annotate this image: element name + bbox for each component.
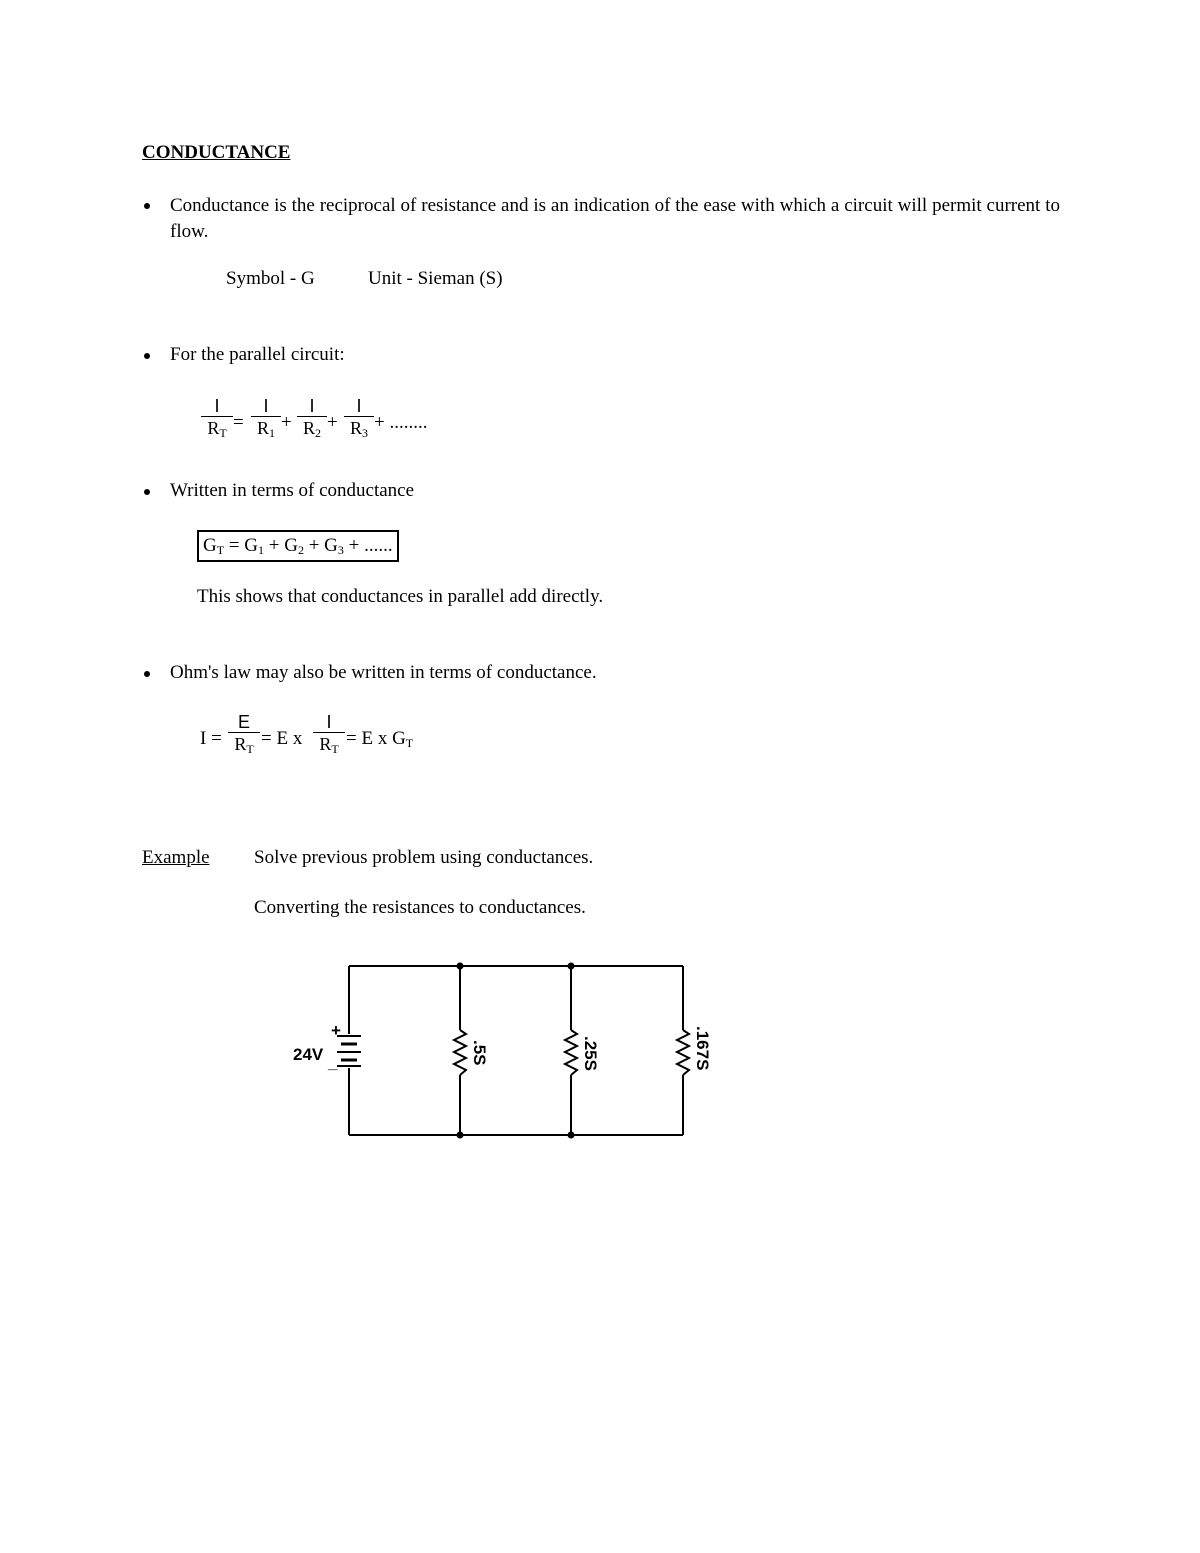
conductance-sum-formula: $G_T = G_1 + G_2 + G_3$ + ......	[197, 530, 399, 562]
bullet-dot	[144, 203, 150, 209]
source-voltage-label: 24V	[293, 1045, 324, 1064]
resistor-2-label: .25S	[581, 1036, 600, 1071]
battery-icon	[337, 1036, 361, 1066]
bullet-text-ohms-law: Ohm's law may also be written in terms of conductance.	[170, 662, 597, 683]
source-plus-label: +	[331, 1021, 341, 1040]
fraction-e-over-rt: E $R_T$	[228, 712, 260, 760]
conductance-note: This shows that conductances in parallel add directly.	[197, 586, 604, 607]
fraction-r2: I $R_2$	[296, 396, 328, 444]
current-lhs: I =	[200, 728, 222, 749]
example-label: Example	[142, 847, 210, 868]
source-minus-label: _	[328, 1053, 338, 1072]
bullet-text-parallel: For the parallel circuit:	[170, 344, 345, 365]
formula-continuation: + ........	[374, 412, 428, 433]
fraction-r3: I $R_3$	[343, 396, 375, 444]
bullet-dot	[144, 671, 150, 677]
unit-label: Unit - Sieman (S)	[368, 268, 503, 289]
plus-sign: +	[281, 412, 292, 433]
fraction-1-over-rt: I $R_T$	[313, 712, 345, 760]
plus-sign: +	[327, 412, 338, 433]
equals-e-times: = E x	[261, 728, 303, 749]
junction-dot	[568, 963, 575, 970]
bullet-dot	[144, 489, 150, 495]
equals-sign: =	[233, 412, 244, 433]
resistor-3-icon	[677, 1030, 689, 1075]
junction-dot	[457, 1132, 464, 1139]
page-title: CONDUCTANCE	[142, 142, 291, 163]
fraction-rt: I $R_T$	[200, 396, 234, 444]
bullet-text-conductance-terms: Written in terms of conductance	[170, 480, 415, 501]
bullet-dot	[144, 353, 150, 359]
resistor-3-label: .167S	[693, 1026, 712, 1071]
fraction-r1: I $R_1$	[250, 396, 282, 444]
resistor-2-icon	[565, 1030, 577, 1075]
resistor-1-icon	[454, 1030, 466, 1075]
junction-dot	[568, 1132, 575, 1139]
bullet-text-conductance-definition: Conductance is the reciprocal of resistance and is an indication of the ease with which a circuit will permit current to flow.	[170, 195, 1060, 242]
example-line-1: Solve previous problem using conductances.	[254, 847, 594, 868]
resistor-1-label: .5S	[470, 1040, 489, 1066]
equals-e-times-gt: = E x $G_T$	[346, 728, 414, 750]
symbol-label: Symbol - G	[226, 268, 315, 289]
junction-dot	[457, 963, 464, 970]
example-line-2: Converting the resistances to conductances.	[254, 897, 586, 918]
